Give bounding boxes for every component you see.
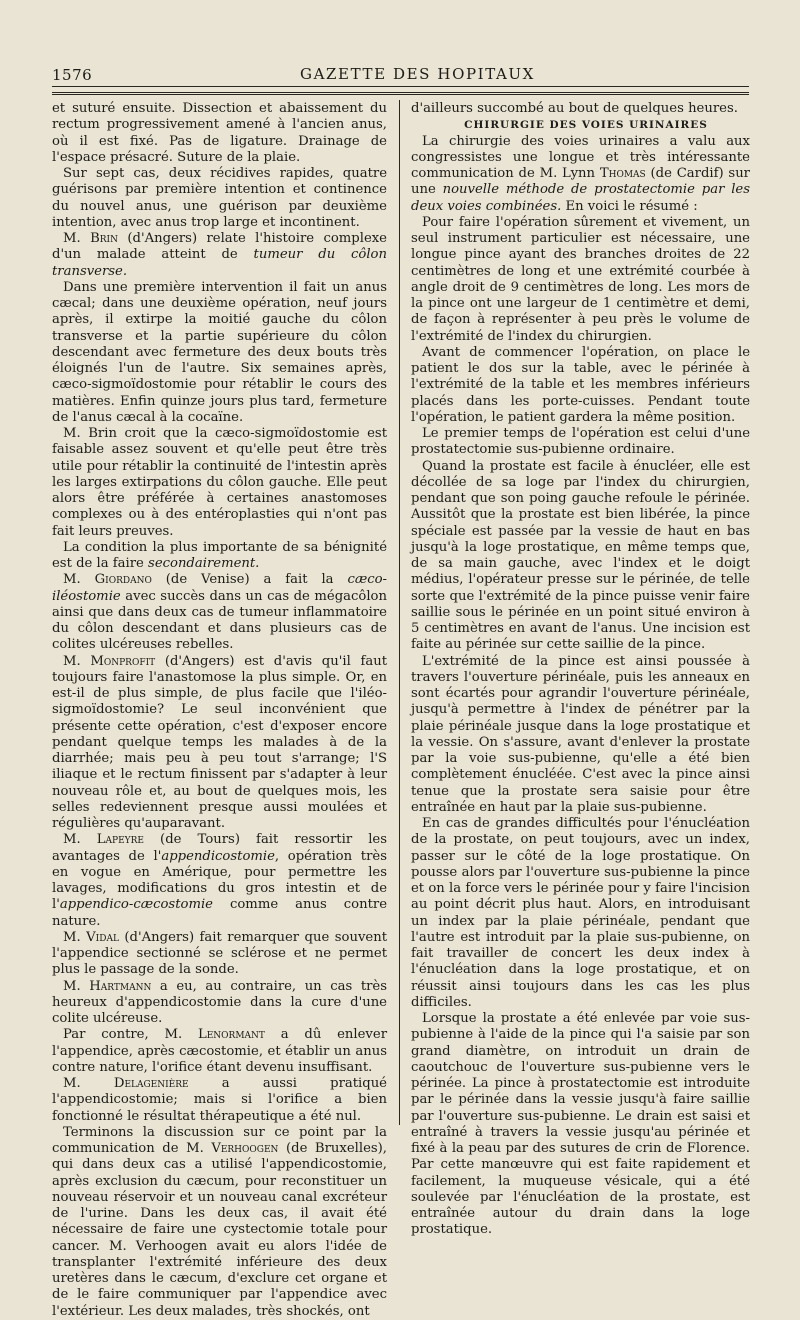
paragraph	[52, 231, 387, 280]
text-run: (de Tours) fait ressortir les avantages de l'	[52, 832, 388, 864]
text-run: (d'Angers) fait remarquer que souvent l'appendice sectionné se sclérose et ne permet plus le passage de la sonde.	[52, 929, 387, 978]
paragraph: Dans une première intervention il fait un anus cæcal; dans une deuxième opération, neuf jours après, il extirpe la moitié gauche du côlon transverse et la partie supérieure du côlon descendant avec fermeture des deux bouts très éloignés l'un de l'autre. Six semaines après, cæco-sigmoïdostomie pour rétablir le cours des matières. Enfin quinze jours plus tard, fermeture de l'anus cæcal à la cocaïne.	[52, 279, 387, 425]
italic-term: appendico-cæcostomie	[59, 897, 213, 913]
italic-term: secondairement.	[148, 556, 260, 571]
text-run: Par contre, M.	[63, 1027, 198, 1043]
paragraph	[52, 540, 387, 573]
journal-title: GAZETTE DES HOPITAUX	[300, 65, 535, 83]
column-divider	[399, 100, 400, 1125]
paragraph	[52, 832, 387, 930]
paragraph: M. Brin croit que la cæco-sigmoïdostomie est faisable assez souvent et qu'elle peut être très utile pour rétablir la continuité de l'intestin après les larges extirpations du côlon gauche. Elle peut alors être préférée à certaines anastomoses complexes ou à des entéroplasties qui n'ont pas fait leurs preuves.	[52, 426, 387, 539]
paragraph	[52, 1076, 387, 1125]
text-run: comme anus contre nature.	[52, 897, 387, 929]
text-run: La condition la plus importante de sa bénignité est de la faire	[52, 539, 387, 571]
author-name: M. Brin	[63, 231, 118, 246]
author-name: M. Monprofit	[63, 653, 156, 669]
page-number: 1576	[52, 66, 93, 84]
italic-term: tumeur du côlon transverse.	[52, 247, 387, 279]
text-run: En voici le résumé :	[561, 198, 698, 214]
author-name: M. Hartmann	[63, 978, 152, 994]
paragraph	[52, 572, 387, 653]
author-name: M. Delagenière	[63, 1076, 189, 1091]
italic-term: appendicostomie	[161, 848, 275, 864]
author-name: Thomas	[599, 166, 646, 181]
text-run: a dû enlever l'appendice, après cæcostomie, et établir un anus contre nature, l'orifice étant devenu insuffisant.	[52, 1027, 387, 1075]
text-run: (d'Angers) relate l'histoire complexe d'un malade atteint de	[52, 231, 387, 263]
author-name: Verhoogen	[211, 1141, 279, 1156]
paragraph: Sur sept cas, deux récidives rapides, quatre guérisons par première intention et continence du nouvel anus, une guérison par deuxième intention, avec anus trop large et incontinent.	[52, 166, 387, 230]
paragraph: Lorsque la prostate a été enlevée par voie sus-pubienne à l'aide de la pince qui l'a saisie par son grand diamètre, on introduit un drain de caoutchouc de l'ouverture sus-pubienne vers le périnée. La pince à prostatectomie est introduite par le périnée dans la vessie jusqu'à faire saillie par l'ouverture sus-pubienne. Le drain est saisi et entraîné à travers la vessie jusqu'au périnée et fixé à la peau par des sutures de crin de Florence. Par cette manœuvre qui est faite rapidement et facilement, la muqueuse vésicale, qui a été soulevée par l'énucléation de la prostate, est entraînée autour du drain dans la loge prostatique.	[411, 1011, 750, 1238]
paragraph: Avant de commencer l'opération, on place le patient le dos sur la table, avec le périnée à l'extrémité de la table et les membres inférieurs placés dans les porte-cuisses. Pendant toute l'opération, le patient gardera la même position.	[411, 344, 750, 425]
text-run: a aussi pratiqué l'appendicostomie; mais si l'orifice a bien fonctionné le résultat thérapeutique a été nul.	[52, 1076, 387, 1124]
text-run: a eu, au contraire, un cas très heureux d'appendicostomie dans la cure d'une colite ulcéreuse.	[52, 978, 388, 1026]
left-column	[52, 101, 387, 1320]
paragraph	[52, 979, 387, 1028]
paragraph	[52, 654, 387, 833]
text-run: , opération très en vogue en Amérique, pour permettre les lavages, modifications du gros intestin et de l'	[52, 848, 387, 913]
paragraph: Quand la prostate est facile à énucléer, elle est décollée de sa loge par l'index du chirurgien, pendant que son poing gauche refoule le périnée. Aussitôt que la prostate est bien libérée, la pince spéciale est passée par la vessie de haut en bas jusqu'à la loge prostatique, en même temps que, de sa main gauche, avec l'index et le doigt médius, l'opérateur presse sur le périnée, de telle sorte que l'extrémité de la pince puisse venir faire saillie sous le périnée en un point situé environ à 5 centimètres en avant de l'anus. Une incision est faite au périnée sur cette saillie de la pince.	[411, 458, 750, 653]
text-run: (de Cardif) sur une	[411, 166, 750, 198]
paragraph: Le premier temps de l'opération est celui d'une prostatectomie sus-pubienne ordinaire.	[411, 426, 750, 458]
text-run: avec succès dans un cas de mégacôlon ainsi que dans deux cas de tumeur inflammatoire du côlon descendant et dans plusieurs cas de colites ulcéreuses rebelles.	[52, 588, 387, 653]
author-name: M. Vidal	[63, 929, 119, 945]
paragraph: et suturé ensuite. Dissection et abaissement du rectum progressivement amené à l'ancien anus, où il est fixé. Pas de ligature. Drainage de l'espace présacré. Suture de la plaie.	[52, 101, 387, 165]
text-run: La chirurgie des voies urinaires a valu aux congressistes une longue et très intéressante communication de M. Lynn	[411, 133, 750, 181]
italic-term: nouvelle méthode de prostatectomie par les deux voies combinées.	[411, 182, 750, 214]
text-run: (d'Angers) est d'avis qu'il faut toujours faire l'anastomose la plus simple. Or, en est-il de plus simple, de plus facile que l'iléo-sigmoïdostomie? Le seul inconvénient que présente cette opération, c'est d'exposer encore pendant quelque temps les malades à de la diarrhée; mais peu à peu tout s'arrange; l'S iliaque et le rectum finissent par s'adapter à leur nouveau rôle et, au bout de quelques mois, les selles redeviennent presque aussi moulées et régulières qu'auparavant.	[52, 653, 387, 831]
right-column	[411, 101, 750, 1239]
text-run: (de Bruxelles), qui dans deux cas a utilisé l'appendicostomie, après exclusion du cæcum, pour reconstituer un nouveau réservoir et un nouveau canal excréteur de l'urine. Dans les deux cas, il avait été nécessaire de faire une cystectomie totale pour cancer. M. Verhoogen avait eu alors l'idée de transplanter l'extrémité inférieure des deux uretères dans le cæcum, d'exclure cet organe et de le faire communiquer par l'appendice avec l'extérieur. Les deux malades, très shockés, ont	[52, 1141, 387, 1319]
header-rule	[52, 86, 749, 87]
paragraph: En cas de grandes difficultés pour l'énucléation de la prostate, on peut toujours, avec un index, passer sur le côté de la loge prostatique. On pousse alors par l'ouverture sus-pubienne la pince et on la force vers le périnée pour y faire l'incision au point décrit plus haut. Alors, en introduisant un index par la plaie périnéale, pendant que l'autre est introduit par la plaie sus-pubienne, on fait travailler de concert les deux index à l'énucléation dans la loge prostatique, et on réussit ainsi toujours dans les cas les plus difficiles.	[411, 816, 750, 1010]
paragraph: L'extrémité de la pince est ainsi poussée à travers l'ouverture périnéale, puis les anneaux en sont écartés pour agrandir l'ouverture périnéale, jusqu'à permettre à l'index de pénétrer par la plaie périnéale jusque dans la loge prostatique et la vessie. On s'assure, avant d'enlever la prostate par la voie sus-pubienne, qu'elle a été bien complètement énucléée. C'est avec la pince ainsi tenue que la prostate sera saisie pour être entraînée en haut par la plaie sus-pubienne.	[411, 653, 750, 815]
paragraph	[52, 1125, 387, 1320]
paragraph: Pour faire l'opération sûrement et vivement, un seul instrument particulier est nécessaire, une longue pince ayant des branches droites de 22 centimètres de long et une extrémité courbée à angle droit de 9 centimètres de long. Les mors de la pince ont une largeur de 1 centimètre et demi, de façon à représenter à peu près le volume de l'extrémité de l'index du chirurgien.	[411, 214, 750, 344]
paragraph	[52, 930, 387, 979]
italic-term: cæco-iléostomie	[52, 572, 387, 604]
author-name: M. Giordano	[63, 572, 152, 588]
text-run: Terminons la discussion sur ce point par la communication de M.	[52, 1124, 387, 1156]
author-name: Lenormant	[197, 1027, 265, 1043]
paragraph: d'ailleurs succombé au bout de quelques heures.	[411, 101, 738, 116]
text-run: (de Venise) a fait la	[151, 572, 348, 588]
section-heading: CHIRURGIE DES VOIES URINAIRES	[464, 119, 708, 132]
paragraph	[52, 1027, 387, 1076]
author-name: M. Lapeyre	[63, 832, 144, 848]
paragraph	[411, 134, 750, 215]
header-double-rule	[52, 92, 749, 95]
